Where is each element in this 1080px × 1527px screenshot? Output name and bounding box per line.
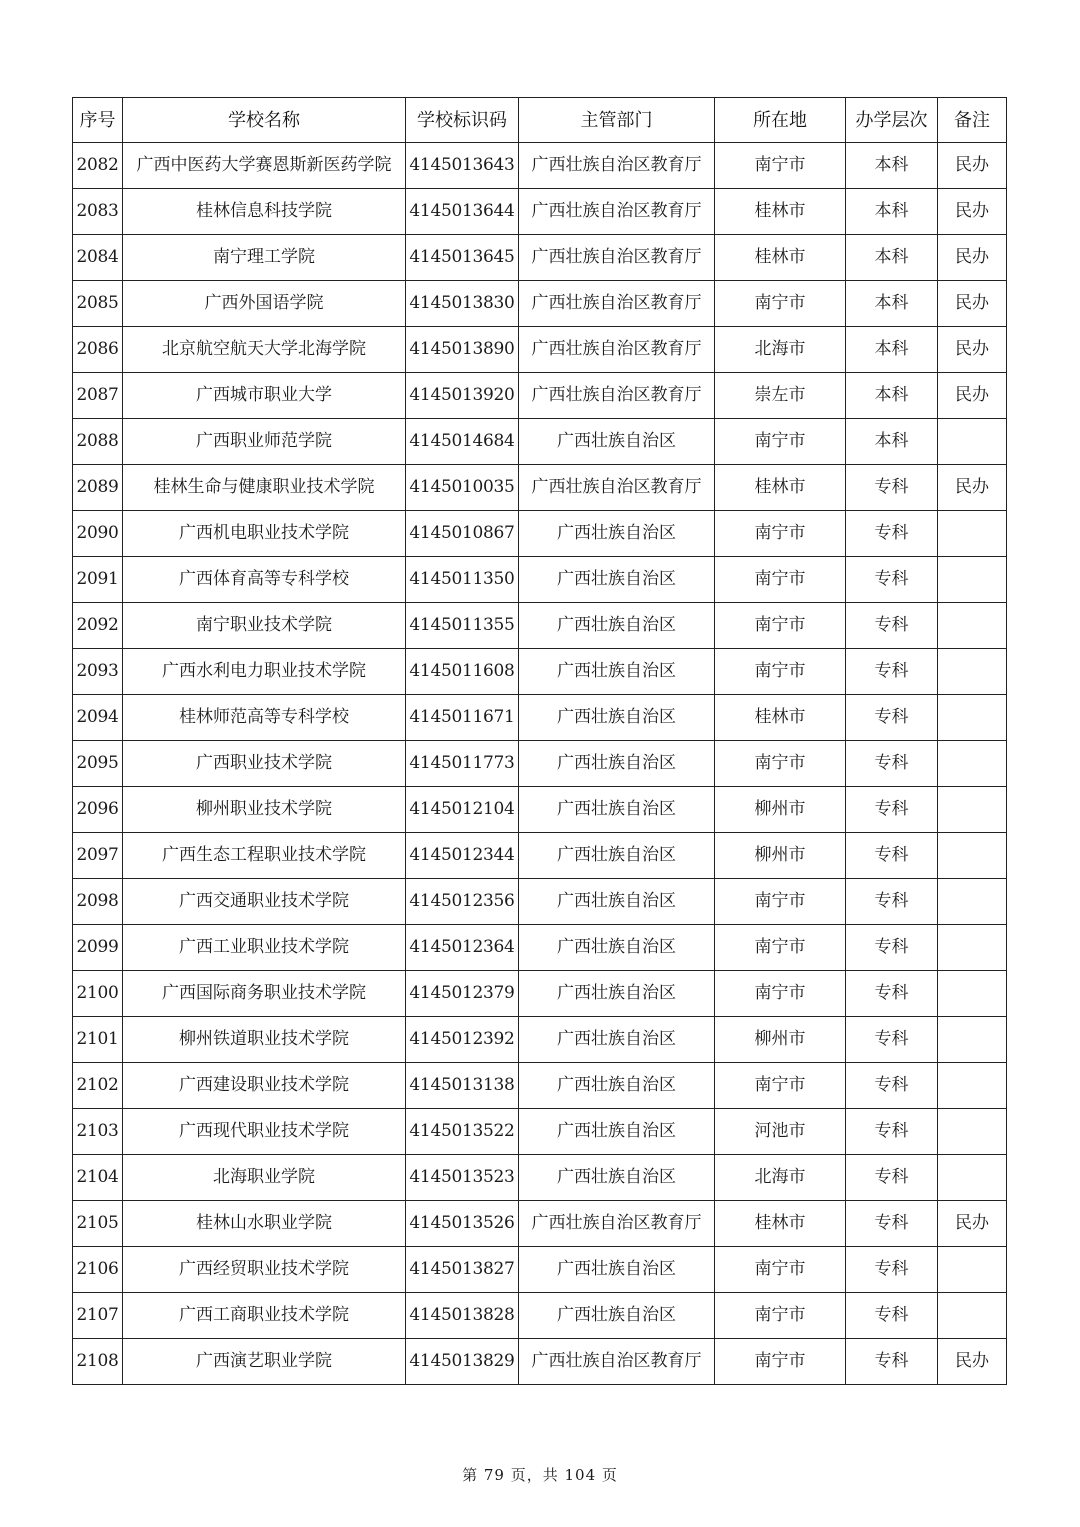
cell-level: 专科 — [846, 1201, 938, 1247]
table-row — [73, 235, 1007, 281]
cell-school-code: 4145011608 — [406, 649, 519, 695]
cell-school-name: 广西建设职业技术学院 — [123, 1063, 406, 1109]
cell-location: 柳州市 — [715, 833, 846, 879]
cell-note: 民办 — [938, 143, 1007, 189]
cell-school-name: 广西城市职业大学 — [123, 373, 406, 419]
cell-seq: 2092 — [73, 603, 123, 649]
cell-level: 本科 — [846, 281, 938, 327]
school-list-table — [72, 97, 1007, 1385]
cell-department: 广西壮族自治区教育厅 — [519, 189, 715, 235]
cell-level: 专科 — [846, 695, 938, 741]
table-row — [73, 833, 1007, 879]
cell-seq: 2087 — [73, 373, 123, 419]
cell-location: 南宁市 — [715, 557, 846, 603]
cell-level: 专科 — [846, 1247, 938, 1293]
table-row — [73, 1017, 1007, 1063]
cell-note — [938, 787, 1007, 833]
table-row — [73, 649, 1007, 695]
cell-seq: 2100 — [73, 971, 123, 1017]
cell-level: 本科 — [846, 327, 938, 373]
cell-location: 北海市 — [715, 327, 846, 373]
cell-school-code: 4145011773 — [406, 741, 519, 787]
cell-school-name: 广西水利电力职业技术学院 — [123, 649, 406, 695]
cell-location: 南宁市 — [715, 1063, 846, 1109]
cell-level: 专科 — [846, 1339, 938, 1385]
table-row — [73, 695, 1007, 741]
cell-level: 专科 — [846, 603, 938, 649]
cell-seq: 2101 — [73, 1017, 123, 1063]
cell-location: 南宁市 — [715, 649, 846, 695]
cell-level: 专科 — [846, 1017, 938, 1063]
cell-department: 广西壮族自治区 — [519, 419, 715, 465]
table-row — [73, 971, 1007, 1017]
cell-seq: 2104 — [73, 1155, 123, 1201]
cell-school-code: 4145012104 — [406, 787, 519, 833]
cell-school-code: 4145012356 — [406, 879, 519, 925]
cell-seq: 2089 — [73, 465, 123, 511]
cell-department: 广西壮族自治区 — [519, 603, 715, 649]
cell-seq: 2090 — [73, 511, 123, 557]
cell-school-code: 4145013890 — [406, 327, 519, 373]
cell-note: 民办 — [938, 465, 1007, 511]
cell-department: 广西壮族自治区 — [519, 787, 715, 833]
cell-note — [938, 695, 1007, 741]
cell-school-code: 4145013829 — [406, 1339, 519, 1385]
cell-level: 专科 — [846, 511, 938, 557]
cell-location: 桂林市 — [715, 695, 846, 741]
cell-school-code: 4145012379 — [406, 971, 519, 1017]
cell-location: 南宁市 — [715, 879, 846, 925]
cell-school-name: 北京航空航天大学北海学院 — [123, 327, 406, 373]
table-row — [73, 603, 1007, 649]
cell-seq: 2097 — [73, 833, 123, 879]
cell-department: 广西壮族自治区教育厅 — [519, 373, 715, 419]
cell-level: 专科 — [846, 557, 938, 603]
table-row — [73, 281, 1007, 327]
cell-location: 柳州市 — [715, 1017, 846, 1063]
cell-note — [938, 1247, 1007, 1293]
cell-seq: 2106 — [73, 1247, 123, 1293]
cell-level: 专科 — [846, 787, 938, 833]
cell-location: 南宁市 — [715, 925, 846, 971]
cell-level: 专科 — [846, 741, 938, 787]
cell-location: 南宁市 — [715, 741, 846, 787]
table-row — [73, 143, 1007, 189]
cell-note — [938, 1155, 1007, 1201]
cell-note: 民办 — [938, 373, 1007, 419]
cell-level: 本科 — [846, 189, 938, 235]
cell-school-name: 北海职业学院 — [123, 1155, 406, 1201]
cell-department: 广西壮族自治区 — [519, 1063, 715, 1109]
cell-school-name: 柳州职业技术学院 — [123, 787, 406, 833]
table-row — [73, 879, 1007, 925]
table-header-row — [73, 98, 1007, 143]
cell-seq: 2082 — [73, 143, 123, 189]
cell-note — [938, 1293, 1007, 1339]
table-row — [73, 1109, 1007, 1155]
cell-note — [938, 1109, 1007, 1155]
cell-level: 专科 — [846, 971, 938, 1017]
cell-school-code: 4145013830 — [406, 281, 519, 327]
cell-school-name: 广西机电职业技术学院 — [123, 511, 406, 557]
column-header-seq: 序号 — [73, 98, 123, 143]
cell-note — [938, 833, 1007, 879]
cell-note — [938, 557, 1007, 603]
table-row — [73, 373, 1007, 419]
table-row — [73, 1201, 1007, 1247]
cell-department: 广西壮族自治区教育厅 — [519, 281, 715, 327]
cell-location: 北海市 — [715, 1155, 846, 1201]
cell-note: 民办 — [938, 189, 1007, 235]
cell-department: 广西壮族自治区 — [519, 1155, 715, 1201]
cell-department: 广西壮族自治区 — [519, 833, 715, 879]
column-header-department: 主管部门 — [519, 98, 715, 143]
table-row — [73, 557, 1007, 603]
cell-note: 民办 — [938, 235, 1007, 281]
table-row — [73, 189, 1007, 235]
table-row — [73, 511, 1007, 557]
cell-school-name: 广西国际商务职业技术学院 — [123, 971, 406, 1017]
cell-school-code: 4145013644 — [406, 189, 519, 235]
cell-seq: 2085 — [73, 281, 123, 327]
cell-note — [938, 971, 1007, 1017]
table-row — [73, 925, 1007, 971]
cell-school-name: 柳州铁道职业技术学院 — [123, 1017, 406, 1063]
cell-location: 桂林市 — [715, 189, 846, 235]
cell-school-code: 4145011671 — [406, 695, 519, 741]
cell-department: 广西壮族自治区 — [519, 1247, 715, 1293]
cell-note: 民办 — [938, 1339, 1007, 1385]
cell-school-code: 4145013828 — [406, 1293, 519, 1339]
cell-level: 专科 — [846, 649, 938, 695]
cell-school-code: 4145013645 — [406, 235, 519, 281]
cell-school-name: 南宁职业技术学院 — [123, 603, 406, 649]
cell-department: 广西壮族自治区教育厅 — [519, 1339, 715, 1385]
cell-seq: 2095 — [73, 741, 123, 787]
cell-location: 崇左市 — [715, 373, 846, 419]
cell-location: 南宁市 — [715, 1247, 846, 1293]
cell-note — [938, 879, 1007, 925]
cell-note — [938, 603, 1007, 649]
cell-note — [938, 511, 1007, 557]
cell-note: 民办 — [938, 327, 1007, 373]
cell-school-name: 广西工商职业技术学院 — [123, 1293, 406, 1339]
cell-school-code: 4145010867 — [406, 511, 519, 557]
cell-department: 广西壮族自治区 — [519, 925, 715, 971]
cell-level: 专科 — [846, 1109, 938, 1155]
cell-location: 南宁市 — [715, 419, 846, 465]
cell-seq: 2093 — [73, 649, 123, 695]
cell-department: 广西壮族自治区 — [519, 649, 715, 695]
cell-note: 民办 — [938, 281, 1007, 327]
cell-school-name: 广西现代职业技术学院 — [123, 1109, 406, 1155]
cell-level: 本科 — [846, 235, 938, 281]
cell-location: 桂林市 — [715, 1201, 846, 1247]
cell-location: 河池市 — [715, 1109, 846, 1155]
cell-department: 广西壮族自治区教育厅 — [519, 1201, 715, 1247]
table-row — [73, 1063, 1007, 1109]
cell-seq: 2084 — [73, 235, 123, 281]
cell-department: 广西壮族自治区教育厅 — [519, 465, 715, 511]
cell-location: 桂林市 — [715, 235, 846, 281]
cell-school-code: 4145013643 — [406, 143, 519, 189]
table-row — [73, 1293, 1007, 1339]
cell-seq: 2102 — [73, 1063, 123, 1109]
cell-note — [938, 649, 1007, 695]
cell-department: 广西壮族自治区 — [519, 879, 715, 925]
table-row — [73, 1155, 1007, 1201]
cell-seq: 2091 — [73, 557, 123, 603]
table-row — [73, 741, 1007, 787]
cell-school-code: 4145013138 — [406, 1063, 519, 1109]
column-header-level: 办学层次 — [846, 98, 938, 143]
cell-seq: 2083 — [73, 189, 123, 235]
table-row — [73, 465, 1007, 511]
cell-school-code: 4145012344 — [406, 833, 519, 879]
cell-location: 南宁市 — [715, 603, 846, 649]
cell-note — [938, 741, 1007, 787]
cell-school-name: 广西外国语学院 — [123, 281, 406, 327]
cell-school-name: 桂林师范高等专科学校 — [123, 695, 406, 741]
cell-level: 本科 — [846, 373, 938, 419]
cell-seq: 2096 — [73, 787, 123, 833]
cell-school-code: 4145012392 — [406, 1017, 519, 1063]
cell-department: 广西壮族自治区教育厅 — [519, 235, 715, 281]
cell-school-code: 4145011355 — [406, 603, 519, 649]
cell-department: 广西壮族自治区 — [519, 1109, 715, 1155]
cell-school-code: 4145013920 — [406, 373, 519, 419]
cell-level: 专科 — [846, 1293, 938, 1339]
cell-school-code: 4145012364 — [406, 925, 519, 971]
cell-location: 南宁市 — [715, 1293, 846, 1339]
cell-school-name: 南宁理工学院 — [123, 235, 406, 281]
cell-seq: 2094 — [73, 695, 123, 741]
cell-school-name: 桂林生命与健康职业技术学院 — [123, 465, 406, 511]
cell-department: 广西壮族自治区 — [519, 511, 715, 557]
cell-school-name: 广西演艺职业学院 — [123, 1339, 406, 1385]
table-row — [73, 787, 1007, 833]
cell-seq: 2098 — [73, 879, 123, 925]
cell-school-code: 4145013526 — [406, 1201, 519, 1247]
cell-school-name: 广西体育高等专科学校 — [123, 557, 406, 603]
table-row — [73, 419, 1007, 465]
cell-school-name: 桂林山水职业学院 — [123, 1201, 406, 1247]
cell-location: 桂林市 — [715, 465, 846, 511]
cell-level: 本科 — [846, 143, 938, 189]
cell-school-code: 4145013522 — [406, 1109, 519, 1155]
cell-seq: 2088 — [73, 419, 123, 465]
cell-school-name: 广西职业技术学院 — [123, 741, 406, 787]
cell-department: 广西壮族自治区 — [519, 1017, 715, 1063]
cell-department: 广西壮族自治区 — [519, 1293, 715, 1339]
cell-department: 广西壮族自治区 — [519, 741, 715, 787]
cell-note: 民办 — [938, 1201, 1007, 1247]
cell-department: 广西壮族自治区 — [519, 557, 715, 603]
cell-note — [938, 419, 1007, 465]
cell-school-name: 广西交通职业技术学院 — [123, 879, 406, 925]
cell-location: 南宁市 — [715, 1339, 846, 1385]
cell-level: 专科 — [846, 1155, 938, 1201]
cell-school-name: 广西中医药大学赛恩斯新医药学院 — [123, 143, 406, 189]
cell-school-code: 4145013827 — [406, 1247, 519, 1293]
cell-school-name: 广西职业师范学院 — [123, 419, 406, 465]
cell-seq: 2099 — [73, 925, 123, 971]
table-row — [73, 1339, 1007, 1385]
table-row — [73, 1247, 1007, 1293]
cell-school-name: 桂林信息科技学院 — [123, 189, 406, 235]
cell-school-name: 广西工业职业技术学院 — [123, 925, 406, 971]
cell-seq: 2103 — [73, 1109, 123, 1155]
cell-level: 专科 — [846, 1063, 938, 1109]
cell-level: 专科 — [846, 465, 938, 511]
column-header-school-code: 学校标识码 — [406, 98, 519, 143]
cell-seq: 2086 — [73, 327, 123, 373]
column-header-note: 备注 — [938, 98, 1007, 143]
cell-note — [938, 925, 1007, 971]
table-row — [73, 327, 1007, 373]
cell-location: 南宁市 — [715, 143, 846, 189]
cell-location: 南宁市 — [715, 971, 846, 1017]
cell-seq: 2108 — [73, 1339, 123, 1385]
column-header-school-name: 学校名称 — [123, 98, 406, 143]
cell-department: 广西壮族自治区 — [519, 971, 715, 1017]
cell-department: 广西壮族自治区教育厅 — [519, 327, 715, 373]
table-body — [73, 143, 1007, 1385]
cell-school-code: 4145011350 — [406, 557, 519, 603]
cell-level: 专科 — [846, 879, 938, 925]
cell-note — [938, 1017, 1007, 1063]
cell-school-name: 广西生态工程职业技术学院 — [123, 833, 406, 879]
cell-location: 柳州市 — [715, 787, 846, 833]
cell-level: 专科 — [846, 925, 938, 971]
cell-location: 南宁市 — [715, 511, 846, 557]
cell-school-code: 4145014684 — [406, 419, 519, 465]
cell-seq: 2107 — [73, 1293, 123, 1339]
cell-note — [938, 1063, 1007, 1109]
column-header-location: 所在地 — [715, 98, 846, 143]
cell-school-name: 广西经贸职业技术学院 — [123, 1247, 406, 1293]
cell-level: 专科 — [846, 833, 938, 879]
page-footer: 第 79 页，共 104 页 — [462, 1466, 618, 1484]
cell-school-code: 4145013523 — [406, 1155, 519, 1201]
cell-school-code: 4145010035 — [406, 465, 519, 511]
cell-location: 南宁市 — [715, 281, 846, 327]
cell-seq: 2105 — [73, 1201, 123, 1247]
cell-department: 广西壮族自治区教育厅 — [519, 143, 715, 189]
cell-department: 广西壮族自治区 — [519, 695, 715, 741]
cell-level: 本科 — [846, 419, 938, 465]
